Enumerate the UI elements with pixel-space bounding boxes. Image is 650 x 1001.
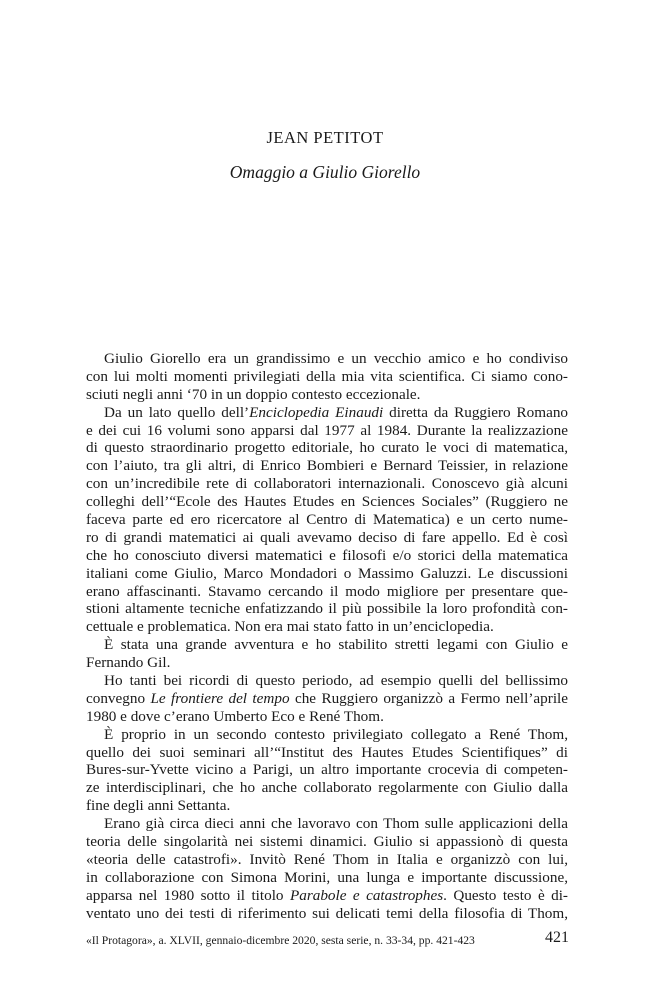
body-line: Erano già circa dieci anni che lavoravo con Thom sulle applicazioni della bbox=[104, 815, 568, 833]
body-line: ze interdisciplinari, che ho anche collaborato regolarmente con Giulio dalla bbox=[86, 779, 568, 797]
author-name: JEAN PETITOT bbox=[266, 128, 384, 147]
body-line: ro di grandi matematici ai quali avevamo deciso di fare appello. Ed è così bbox=[86, 528, 568, 546]
body-line: È proprio in un secondo contesto privilegiato collegato a René Thom, bbox=[104, 725, 568, 743]
body-line: convegno Le frontiere del tempo che Ruggiero organizzò a Fermo nell’aprile bbox=[86, 689, 568, 707]
body-line: Ho tanti bei ricordi di questo periodo, ad esempio quelli del bellissimo bbox=[104, 672, 568, 690]
article-title: Omaggio a Giulio Giorello bbox=[229, 162, 421, 182]
body-line: 1980 e dove c’erano Umberto Eco e René Thom. bbox=[86, 707, 384, 725]
page-number: 421 bbox=[545, 929, 569, 946]
body-line: «teoria delle catastrofi». Invitò René Thom in Italia e organizzò con lui, bbox=[86, 850, 568, 868]
body-line: È stata una grande avventura e ho stabilito stretti legami con Giulio e bbox=[104, 636, 568, 654]
body-line: colleghi dell’“Ecole des Hautes Etudes en Sciences Sociales” (Ruggiero ne bbox=[86, 493, 568, 511]
body-line: Bures-sur-Yvette vicino a Parigi, un altro importante crocevia di competen- bbox=[86, 761, 568, 779]
body-line: ventato uno dei testi di riferimento sui delicati temi della filosofia di Thom, bbox=[86, 904, 568, 922]
body-line: Fernando Gil. bbox=[86, 654, 171, 672]
body-line: in collaborazione con Simona Morini, una lunga e importante discussione, bbox=[86, 868, 568, 886]
body-line: cettuale e problematica. Non era mai stato fatto in un’enciclopedia. bbox=[86, 618, 494, 636]
body-line: apparsa nel 1980 sotto il titolo Parabole e catastrophes. Questo testo è di- bbox=[86, 886, 568, 904]
body-line: italiani come Giulio, Marco Mondadori o Massimo Galuzzi. Le discussioni bbox=[86, 564, 568, 582]
body-line: faceva parte ed ero ricercatore al Centro di Matematica) e un certo nume- bbox=[86, 511, 568, 529]
body-line: con un’incredibile rete di collaboratori internazionali. Conoscevo già alcuni bbox=[86, 475, 568, 493]
body-line: sciuti negli anni ‘70 in un doppio contesto eccezionale. bbox=[86, 385, 421, 403]
article-body bbox=[86, 350, 568, 923]
body-line: con l’aiuto, tra gli altri, di Enrico Bombieri e Bernard Teissier, in relazione bbox=[86, 457, 568, 475]
body-line: fine degli anni Settanta. bbox=[86, 797, 231, 815]
body-line: teoria delle singolarità nei sistemi dinamici. Giulio si appassionò di questa bbox=[86, 833, 568, 851]
body-line: Giulio Giorello era un grandissimo e un vecchio amico e ho condiviso bbox=[104, 350, 568, 367]
body-line: erano affascinanti. Stavamo cercando il modo migliore per presentare que- bbox=[86, 582, 568, 600]
body-line: di questo straordinario progetto editoriale, ho curato le voci di matematica, bbox=[86, 439, 568, 457]
body-line: e dei cui 16 volumi sono apparsi dal 1977 al 1984. Durante la realizzazione bbox=[86, 421, 568, 439]
footer-citation: «Il Protagora», a. XLVII, gennaio-dicembre 2020, sesta serie, n. 33-34, pp. 421-423 bbox=[86, 934, 475, 947]
body-line: che ho conosciuto diversi matematici e filosofi e/o storici della matematica bbox=[86, 546, 568, 564]
body-line: Da un lato quello dell’Enciclopedia Einaudi diretta da Ruggiero Romano bbox=[104, 403, 569, 421]
body-line: con lui molti momenti privilegiati della mia vita scientifica. Ci siamo cono- bbox=[86, 367, 568, 385]
body-line: quello dei suoi seminari all’“Institut des Hautes Etudes Scientifiques” di bbox=[86, 743, 568, 761]
body-line: stioni altamente tecniche enfatizzando il più possibile la loro profondità con- bbox=[86, 600, 568, 618]
